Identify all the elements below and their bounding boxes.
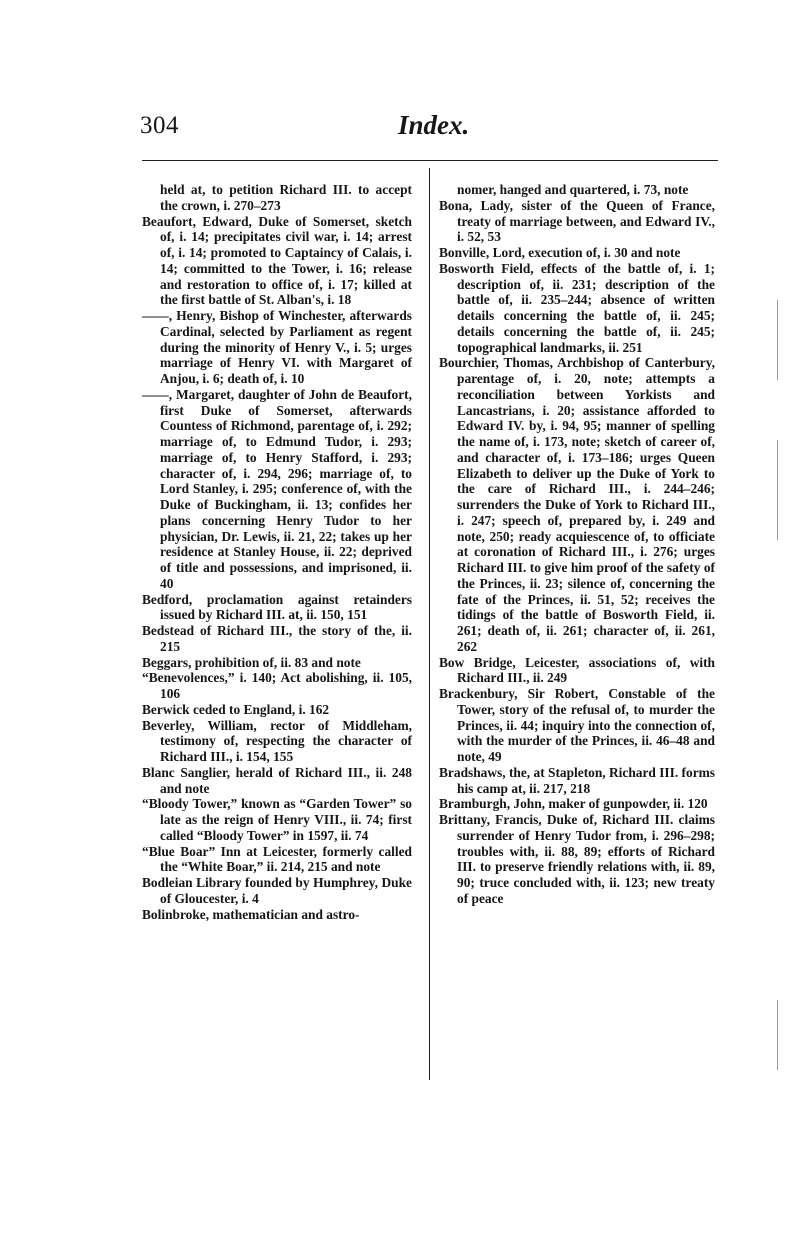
index-entry: Brackenbury, Sir Robert, Constable of the Tower, story of the refusal of, to murder the Princes, ii. 44; inquiry into the connection of, with the murder of the Princes, ii. 46–48 and note, 49	[439, 686, 715, 764]
index-entry: Bona, Lady, sister of the Queen of France, treaty of marriage between, and Edward IV., i. 52, 53	[439, 197, 715, 245]
header-rule	[142, 160, 718, 161]
index-entry: Bow Bridge, Leicester, associations of, with Richard III., ii. 249	[439, 654, 715, 686]
index-entry: held at, to petition Richard III. to accept the crown, i. 270–273	[160, 182, 412, 213]
index-entry: Bedstead of Richard III., the story of the, ii. 215	[142, 623, 412, 654]
index-entry: Brittany, Francis, Duke of, Richard III. claims surrender of Henry Tudor from, i. 296–298; troubles with, ii. 88, 89; efforts of Richard III. to preserve friendly relations with, ii. 89, 90; truce concluded with, ii. 123; new treaty of peace	[439, 812, 715, 906]
margin-mark	[777, 1000, 778, 1070]
margin-mark	[777, 300, 778, 380]
index-entry: ——, Henry, Bishop of Winchester, afterwards Cardinal, selected by Parliament as regent during the minority of Henry V., i. 5; urges marriage of Henry VI. with Margaret of Anjou, i. 6; death of, i. 10	[142, 308, 412, 386]
index-entry: Beggars, prohibition of, ii. 83 and note	[142, 654, 361, 670]
index-entry: Beverley, William, rector of Middleham, testimony of, respecting the character of Richard III., i. 154, 155	[142, 717, 412, 764]
index-entry: nomer, hanged and quartered, i. 73, note	[457, 182, 689, 197]
index-entry: Bradshaws, the, at Stapleton, Richard III. forms his camp at, ii. 217, 218	[439, 764, 716, 796]
index-entry: Bonville, Lord, execution of, i. 30 and note	[439, 245, 681, 260]
index-entry: Blanc Sanglier, herald of Richard III., ii. 248 and note	[142, 764, 412, 796]
index-entry: Bramburgh, John, maker of gunpowder, ii. 120	[439, 796, 708, 812]
page-number: 304	[140, 112, 179, 139]
index-entry: Bolinbroke, mathematician and astro-	[142, 906, 360, 922]
column-divider	[429, 168, 430, 1080]
index-entry: ——, Margaret, daughter of John de Beaufort, first Duke of Somerset, afterwards Countess of Richmond, parentage of, i. 292; marriage of, to Edmund Tudor, i. 293; marriage of, to Henry Stafford, i. 293; character of, i. 294, 296; marriage of, to Lord Stanley, i. 295; conference of, with the Duke of Buckingham, ii. 13; confides her plans concerning Henry Tudor to her physician, Dr. Lewis, ii. 21, 22; takes up her residence at Stanley House, ii. 22; deprived of title and possessions, and imprisoned, ii. 40	[142, 386, 412, 591]
index-entry: Bourchier, Thomas, Archbishop of Canterbury, parentage of, i. 20, note; attempts a reconciliation between Yorkists and Lancastrians, i. 20; assistance afforded to Edward IV. by, i. 94, 95; manner of spelling the name of, i. 173, note; sketch of career of, and character of, i. 173–186; urges Queen Elizabeth to deliver up the Duke of York to the care of Richard III., i. 244–246; surrenders the Duke of York to Richard III., i. 247; speech of, prepared by, i. 249 and note, 250; ready acquiescence of, to officiate at coronation of Richard III., i. 276; urges Richard III. to give him proof of the safety of the Princes, ii. 23; silence of, concerning the fate of the Princes, ii. 51, 52; receives the tidings of the battle of Bosworth Field, ii. 261; death of, ii. 261; character of, ii. 261, 262	[439, 355, 715, 654]
index-entry: Berwick ceded to England, i. 162	[142, 701, 330, 717]
index-entry: “Blue Boar” Inn at Leicester, formerly called the “White Boar,” ii. 214, 215 and note	[142, 843, 412, 875]
index-entry: Beaufort, Edward, Duke of Somerset, sketch of, i. 14; precipitates civil war, i. 14; arrest of, i. 14; promoted to Captaincy of Calais, i. 14; committed to the Tower, i. 16; release and restoration to office of, i. 17; killed at the first battle of St. Alban's, i. 18	[142, 213, 412, 308]
index-entry: Bodleian Library founded by Humphrey, Duke of Gloucester, i. 4	[142, 875, 412, 906]
index-entry: Bedford, proclamation against retainders issued by Richard III. at, ii. 150, 151	[142, 591, 412, 623]
index-column-left	[142, 182, 412, 922]
index-entry: “Benevolences,” i. 140; Act abolishing, ii. 105, 106	[142, 670, 412, 701]
index-column-right	[439, 182, 715, 907]
index-entry: Bosworth Field, effects of the battle of, i. 1; description of, ii. 231; description of the battle of, ii. 235–244; absence of written details concerning the battle of, ii. 245; details concerning the battle of, ii. 245; topographical landmarks, ii. 251	[439, 260, 715, 355]
running-head: Index.	[398, 110, 470, 140]
margin-mark	[777, 440, 778, 540]
index-entry: “Bloody Tower,” known as “Garden Tower” so late as the reign of Henry VIII., ii. 74; first called “Bloody Tower” in 1597, ii. 74	[142, 796, 412, 843]
